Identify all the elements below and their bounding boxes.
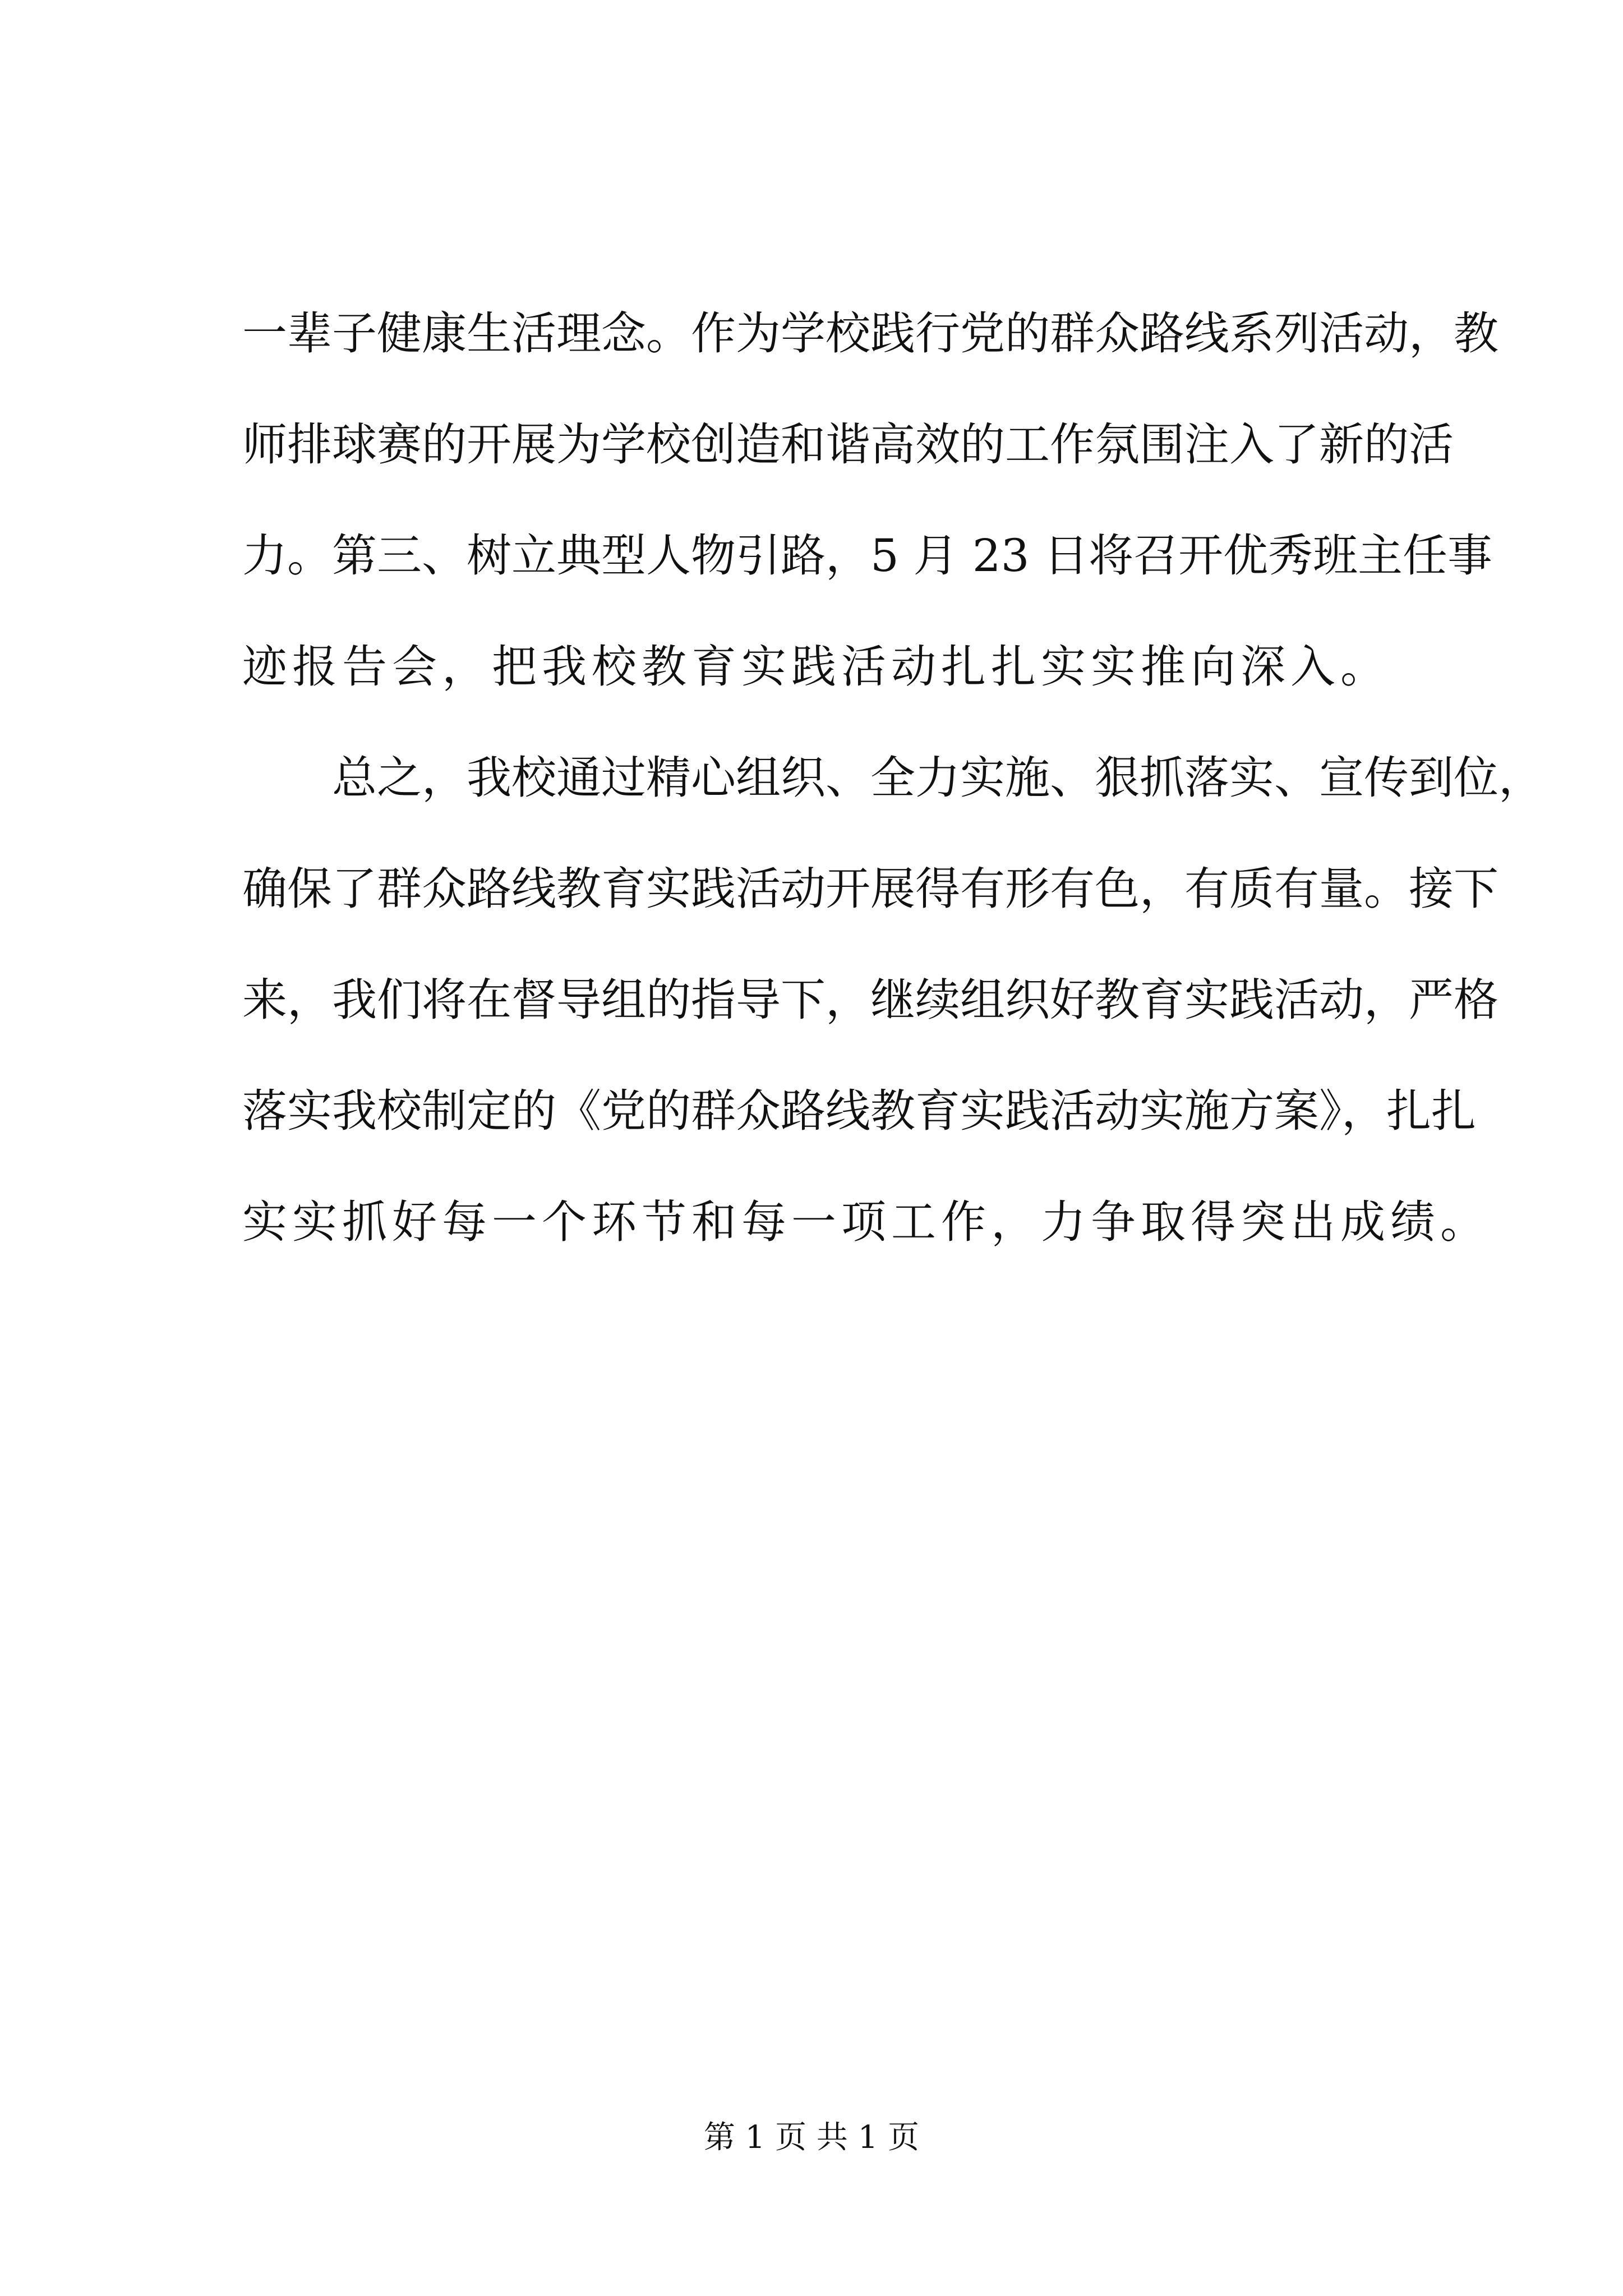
paragraph-line: 一辈子健康生活理念。作为学校践行党的群众路线系列活动，教: [242, 307, 1498, 360]
document-body: [242, 278, 1543, 1278]
paragraph-line: 师排球赛的开展为学校创造和谐高效的工作氛围注入了新的活: [242, 418, 1454, 471]
page-number-footer: 第 1 页 共 1 页: [703, 2119, 920, 2156]
paragraph-line: 落实我校制定的《党的群众路线教育实践活动实施方案》，扎扎: [242, 1085, 1476, 1137]
paragraph-line: 力。第三、树立典型人物引路，5 月 23 日将召开优秀班主任事: [242, 530, 1492, 582]
paragraph-line: 确保了群众路线教育实践活动开展得有形有色，有质有量。接下: [242, 863, 1498, 915]
paragraph-line: 来，我们将在督导组的指导下，继续组织好教育实践活动，严格: [242, 974, 1498, 1026]
paragraph-line: 总之，我校通过精心组织、全力实施、狠抓落实、宣传到位，: [332, 752, 1543, 804]
paragraph-line: 实实抓好每一个环节和每一项工作，力争取得突出成绩。: [242, 1196, 1490, 1248]
paragraph-line: 迹报告会，把我校教育实践活动扎扎实实推向深入。: [242, 641, 1390, 693]
